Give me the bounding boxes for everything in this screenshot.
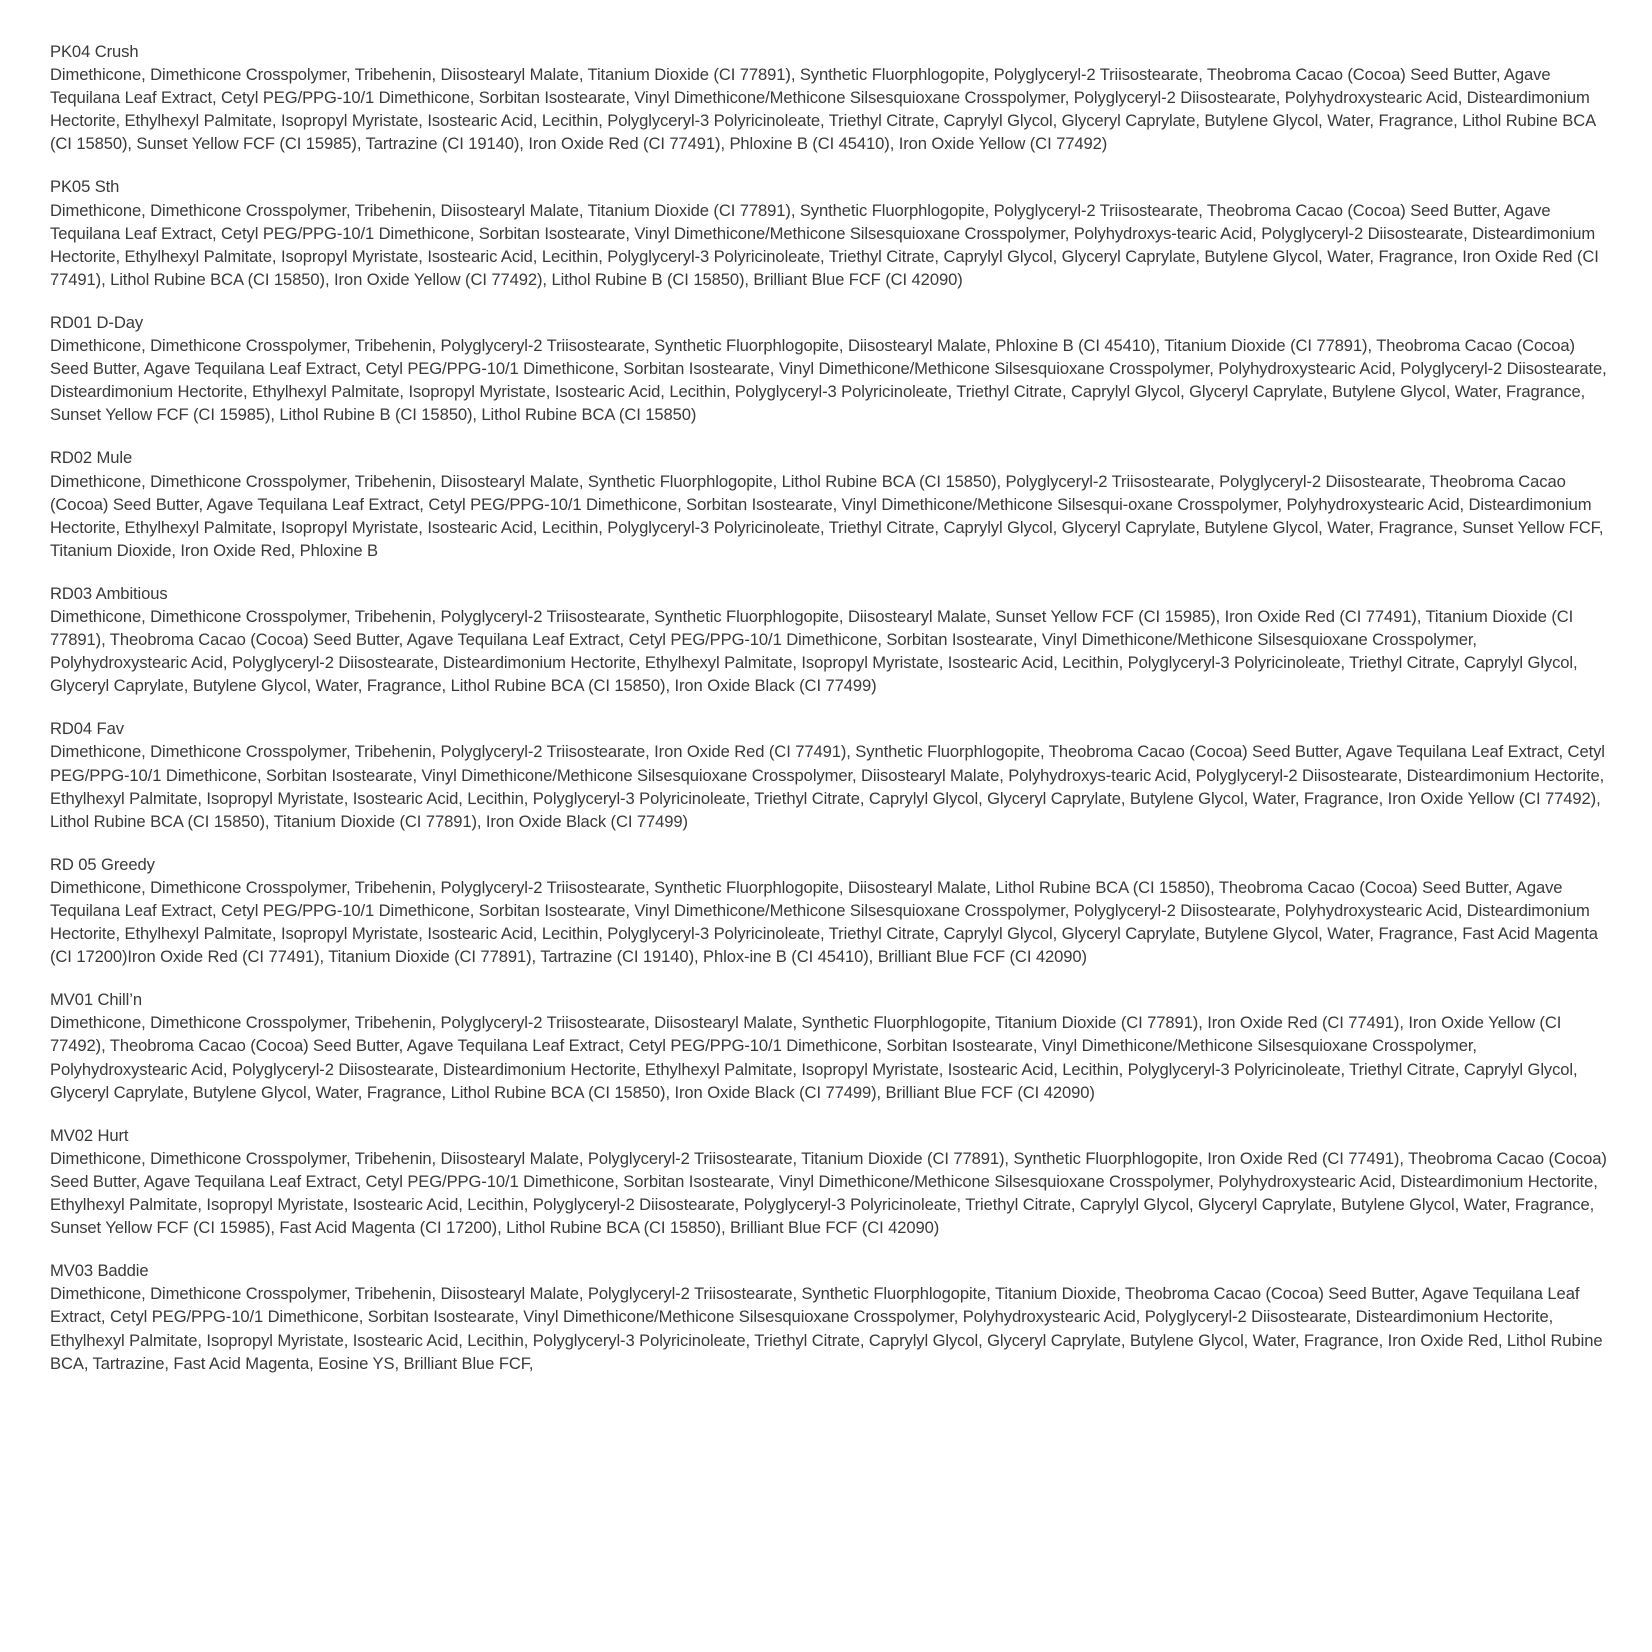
ingredients-document bbox=[50, 40, 1610, 1395]
product-title: MV03 Baddie bbox=[50, 1261, 149, 1281]
product-entry bbox=[50, 1124, 1610, 1239]
product-entry bbox=[50, 1259, 1610, 1374]
product-entry bbox=[50, 582, 1610, 697]
ingredient-list: Dimethicone, Dimethicone Crosspolymer, Tribehenin, Polyglyceryl-2 Triisostearate, Synthetic Fluorphlogopite, Diisostearyl Malate, Lithol Rubine BCA (CI 15850), Theobroma Cacao (Cocoa) Seed Butter, Agave Tequilana Leaf Extract, Cetyl PEG/PPG-10/1 Dimethicone, Sorbitan Isostearate, Vinyl Dimethicone/Methicone Silsesquioxane Crosspolymer, Polyglyceryl-2 Diisostearate, Polyhydroxystearic Acid, Disteardimonium Hectorite, Ethylhexyl Palmitate, Isopropyl Myristate, Isostearic Acid, Lecithin, Polyglyceryl-3 Polyricinoleate, Triethyl Citrate, Caprylyl Glycol, Glyceryl Caprylate, Butylene Glycol, Water, Fragrance, Fast Acid Magenta (CI 17200)Iron Oxide Red (CI 77491), Titanium Dioxide (CI 77891), Tartrazine (CI 19140), Phlox-ine B (CI 45410), Brilliant Blue FCF (CI 42090) bbox=[50, 877, 1598, 967]
product-entry bbox=[50, 853, 1610, 968]
ingredient-list: Dimethicone, Dimethicone Crosspolymer, Tribehenin, Polyglyceryl-2 Triisostearate, Diisostearyl Malate, Synthetic Fluorphlogopite, Titanium Dioxide (CI 77891), Iron Oxide Red (CI 77491), Iron Oxide Yellow (CI 77492), Theobroma Cacao (Cocoa) Seed Butter, Agave Tequilana Leaf Extract, Cetyl PEG/PPG-10/1 Dimethicone, Sorbitan Isostearate, Vinyl Dimethicone/Methicone Silsesquioxane Crosspolymer, Polyhydroxystearic Acid, Polyglyceryl-2 Diisostearate, Disteardimonium Hectorite, Ethylhexyl Palmitate, Isopropyl Myristate, Isostearic Acid, Lecithin, Polyglyceryl-3 Polyricinoleate, Triethyl Citrate, Caprylyl Glycol, Glyceryl Caprylate, Butylene Glycol, Water, Fragrance, Lithol Rubine BCA (CI 15850), Iron Oxide Black (CI 77499), Brilliant Blue FCF (CI 42090) bbox=[50, 1013, 1578, 1102]
ingredient-list: Dimethicone, Dimethicone Crosspolymer, Tribehenin, Diisostearyl Malate, Titanium Dioxide (CI 77891), Synthetic Fluorphlogopite, Polyglyceryl-2 Triisostearate, Theobroma Cacao (Cocoa) Seed Butter, Agave Tequilana Leaf Extract, Cetyl PEG/PPG-10/1 Dimethicone, Sorbitan Isostearate, Vinyl Dimethicone/Methicone Silsesquioxane Crosspolymer, Polyglyceryl-2 Diisostearate, Polyhydroxystearic Acid, Disteardimonium Hectorite, Ethylhexyl Palmitate, Isopropyl Myristate, Isostearic Acid, Lecithin, Polyglyceryl-3 Polyricinoleate, Triethyl Citrate, Caprylyl Glycol, Glyceryl Caprylate, Butylene Glycol, Water, Fragrance, Lithol Rubine BCA (CI 15850), Sunset Yellow FCF (CI 15985), Tartrazine (CI 19140), Iron Oxide Red (CI 77491), Phloxine B (CI 45410), Iron Oxide Yellow (CI 77492) bbox=[50, 65, 1596, 154]
ingredient-list: Dimethicone, Dimethicone Crosspolymer, Tribehenin, Polyglyceryl-2 Triisostearate, Iron Oxide Red (CI 77491), Synthetic Fluorphlogopite, Theobroma Cacao (Cocoa) Seed Butter, Agave Tequilana Leaf Extract, Cetyl PEG/PPG-10/1 Dimethicone, Sorbitan Isostearate, Vinyl Dimethicone/Methicone Silsesquioxane Crosspolymer, Diisostearyl Malate, Polyhydroxys-tearic Acid, Polyglyceryl-2 Diisostearate, Disteardimonium Hectorite, Ethylhexyl Palmitate, Isopropyl Myristate, Isostearic Acid, Lecithin, Polyglyceryl-3 Polyricinoleate, Triethyl Citrate, Caprylyl Glycol, Glyceryl Caprylate, Butylene Glycol, Water, Fragrance, Iron Oxide Yellow (CI 77492), Lithol Rubine BCA (CI 15850), Titanium Dioxide (CI 77891), Iron Oxide Black (CI 77499) bbox=[50, 742, 1605, 831]
ingredient-list: Dimethicone, Dimethicone Crosspolymer, Tribehenin, Polyglyceryl-2 Triisostearate, Synthetic Fluorphlogopite, Diisostearyl Malate, Sunset Yellow FCF (CI 15985), Iron Oxide Red (CI 77491), Titanium Dioxide (CI 77891), Theobroma Cacao (Cocoa) Seed Butter, Agave Tequilana Leaf Extract, Cetyl PEG/PPG-10/1 Dimethicone, Sorbitan Isostearate, Vinyl Dimethicone/Methicone Silsesquioxane Crosspolymer, Polyhydroxystearic Acid, Polyglyceryl-2 Diisostearate, Disteardimonium Hectorite, Ethylhexyl Palmitate, Isopropyl Myristate, Isostearic Acid, Lecithin, Polyglyceryl-3 Polyricinoleate, Triethyl Citrate, Caprylyl Glycol, Glyceryl Caprylate, Butylene Glycol, Water, Fragrance, Lithol Rubine BCA (CI 15850), Iron Oxide Black (CI 77499) bbox=[50, 606, 1578, 696]
product-title: PK04 Crush bbox=[50, 42, 139, 61]
product-entry bbox=[50, 175, 1610, 290]
product-title: PK05 Sth bbox=[50, 177, 120, 197]
product-entry bbox=[50, 40, 1610, 155]
ingredient-list: Dimethicone, Dimethicone Crosspolymer, Tribehenin, Diisostearyl Malate, Polyglyceryl-2 Triisostearate, Synthetic Fluorphlogopite, Titanium Dioxide, Theobroma Cacao (Cocoa) Seed Butter, Agave Tequilana Leaf Extract, Cetyl PEG/PPG-10/1 Dimethicone, Sorbitan Isostearate, Vinyl Dimethicone/Methicone Silsesquioxane Crosspolymer, Polyhydroxystearic Acid, Polyglyceryl-2 Diisostearate, Disteardimonium Hectorite, Ethylhexyl Palmitate, Isopropyl Myristate, Isostearic Acid, Lecithin, Polyglyceryl-3 Polyricinoleate, Triethyl Citrate, Caprylyl Glycol, Glyceryl Caprylate, Butylene Glycol, Water, Fragrance, Iron Oxide Red, Lithol Rubine BCA, Tartrazine, Fast Acid Magenta, Eosine YS, Brilliant Blue FCF, bbox=[50, 1284, 1603, 1373]
product-title: RD01 D-Day bbox=[50, 312, 144, 332]
ingredient-list: Dimethicone, Dimethicone Crosspolymer, Tribehenin, Diisostearyl Malate, Titanium Dioxide (CI 77891), Synthetic Fluorphlogopite, Polyglyceryl-2 Triisostearate, Theobroma Cacao (Cocoa) Seed Butter, Agave Tequilana Leaf Extract, Cetyl PEG/PPG-10/1 Dimethicone, Sorbitan Isostearate, Vinyl Dimethicone/Methicone Silsesquioxane Crosspolymer, Polyhydroxys-tearic Acid, Polyglyceryl-2 Diisostearate, Disteardimonium Hectorite, Ethylhexyl Palmitate, Isopropyl Myristate, Isostearic Acid, Lecithin, Polyglyceryl-3 Polyricinoleate, Triethyl Citrate, Caprylyl Glycol, Glyceryl Caprylate, Butylene Glycol, Water, Fragrance, Iron Oxide Red (CI 77491), Lithol Rubine BCA (CI 15850), Iron Oxide Yellow (CI 77492), Lithol Rubine B (CI 15850), Brilliant Blue FCF (CI 42090) bbox=[50, 200, 1599, 289]
product-entry bbox=[50, 988, 1610, 1103]
ingredient-list: Dimethicone, Dimethicone Crosspolymer, Tribehenin, Diisostearyl Malate, Synthetic Fluorphlogopite, Lithol Rubine BCA (CI 15850), Polyglyceryl-2 Triisostearate, Polyglyceryl-2 Diisostearate, Theobroma Cacao (Cocoa) Seed Butter, Agave Tequilana Leaf Extract, Cetyl PEG/PPG-10/1 Dimethicone, Sorbitan Isostearate, Vinyl Dimethicone/Methicone Silsesqui-oxane Crosspolymer, Polyhydroxystearic Acid, Disteardimonium Hectorite, Ethylhexyl Palmitate, Isopropyl Myristate, Isostearic Acid, Lecithin, Polyglyceryl-3 Polyricinoleate, Triethyl Citrate, Caprylyl Glycol, Glyceryl Caprylate, Butylene Glycol, Water, Fragrance, Sunset Yellow FCF, Titanium Dioxide, Iron Oxide Red, Phloxine B bbox=[50, 471, 1604, 560]
product-entry bbox=[50, 311, 1610, 426]
product-title: MV02 Hurt bbox=[50, 1125, 129, 1145]
ingredient-list: Dimethicone, Dimethicone Crosspolymer, Tribehenin, Diisostearyl Malate, Polyglyceryl-2 Triisostearate, Titanium Dioxide (CI 77891), Synthetic Fluorphlogopite, Iron Oxide Red (CI 77491), Theobroma Cacao (Cocoa) Seed Butter, Agave Tequilana Leaf Extract, Cetyl PEG/PPG-10/1 Dimethicone, Sorbitan Isostearate, Vinyl Dimethicone/Methicone Silsesquioxane Crosspolymer, Polyhydroxystearic Acid, Disteardimonium Hectorite, Ethylhexyl Palmitate, Isopropyl Myristate, Isostearic Acid, Lecithin, Polyglyceryl-2 Diisostearate, Polyglyceryl-3 Polyricinoleate, Triethyl Citrate, Caprylyl Glycol, Glyceryl Caprylate, Butylene Glycol, Water, Fragrance, Sunset Yellow FCF (CI 15985), Fast Acid Magenta (CI 17200), Lithol Rubine BCA (CI 15850), Brilliant Blue FCF (CI 42090) bbox=[50, 1148, 1607, 1238]
ingredient-list: Dimethicone, Dimethicone Crosspolymer, Tribehenin, Polyglyceryl-2 Triisostearate, Synthetic Fluorphlogopite, Diisostearyl Malate, Phloxine B (CI 45410), Titanium Dioxide (CI 77891), Theobroma Cacao (Cocoa) Seed Butter, Agave Tequilana Leaf Extract, Cetyl PEG/PPG-10/1 Dimethicone, Sorbitan Isostearate, Vinyl Dimethicone/Methicone Silsesquioxane Crosspolymer, Polyhydroxystearic Acid, Polyglyceryl-2 Diisostearate, Disteardimonium Hectorite, Ethylhexyl Palmitate, Isopropyl Myristate, Isostearic Acid, Lecithin, Polyglyceryl-3 Polyricinoleate, Triethyl Citrate, Caprylyl Glycol, Glyceryl Caprylate, Butylene Glycol, Water, Fragrance, Sunset Yellow FCF (CI 15985), Lithol Rubine B (CI 15850), Lithol Rubine BCA (CI 15850) bbox=[50, 336, 1607, 425]
product-title: MV01 Chill’n bbox=[50, 990, 142, 1010]
product-title: RD 05 Greedy bbox=[50, 854, 155, 874]
product-title: RD03 Ambitious bbox=[50, 583, 168, 603]
product-title: RD04 Fav bbox=[50, 719, 124, 739]
product-title: RD02 Mule bbox=[50, 448, 133, 468]
product-entry bbox=[50, 446, 1610, 561]
product-entry bbox=[50, 717, 1610, 832]
